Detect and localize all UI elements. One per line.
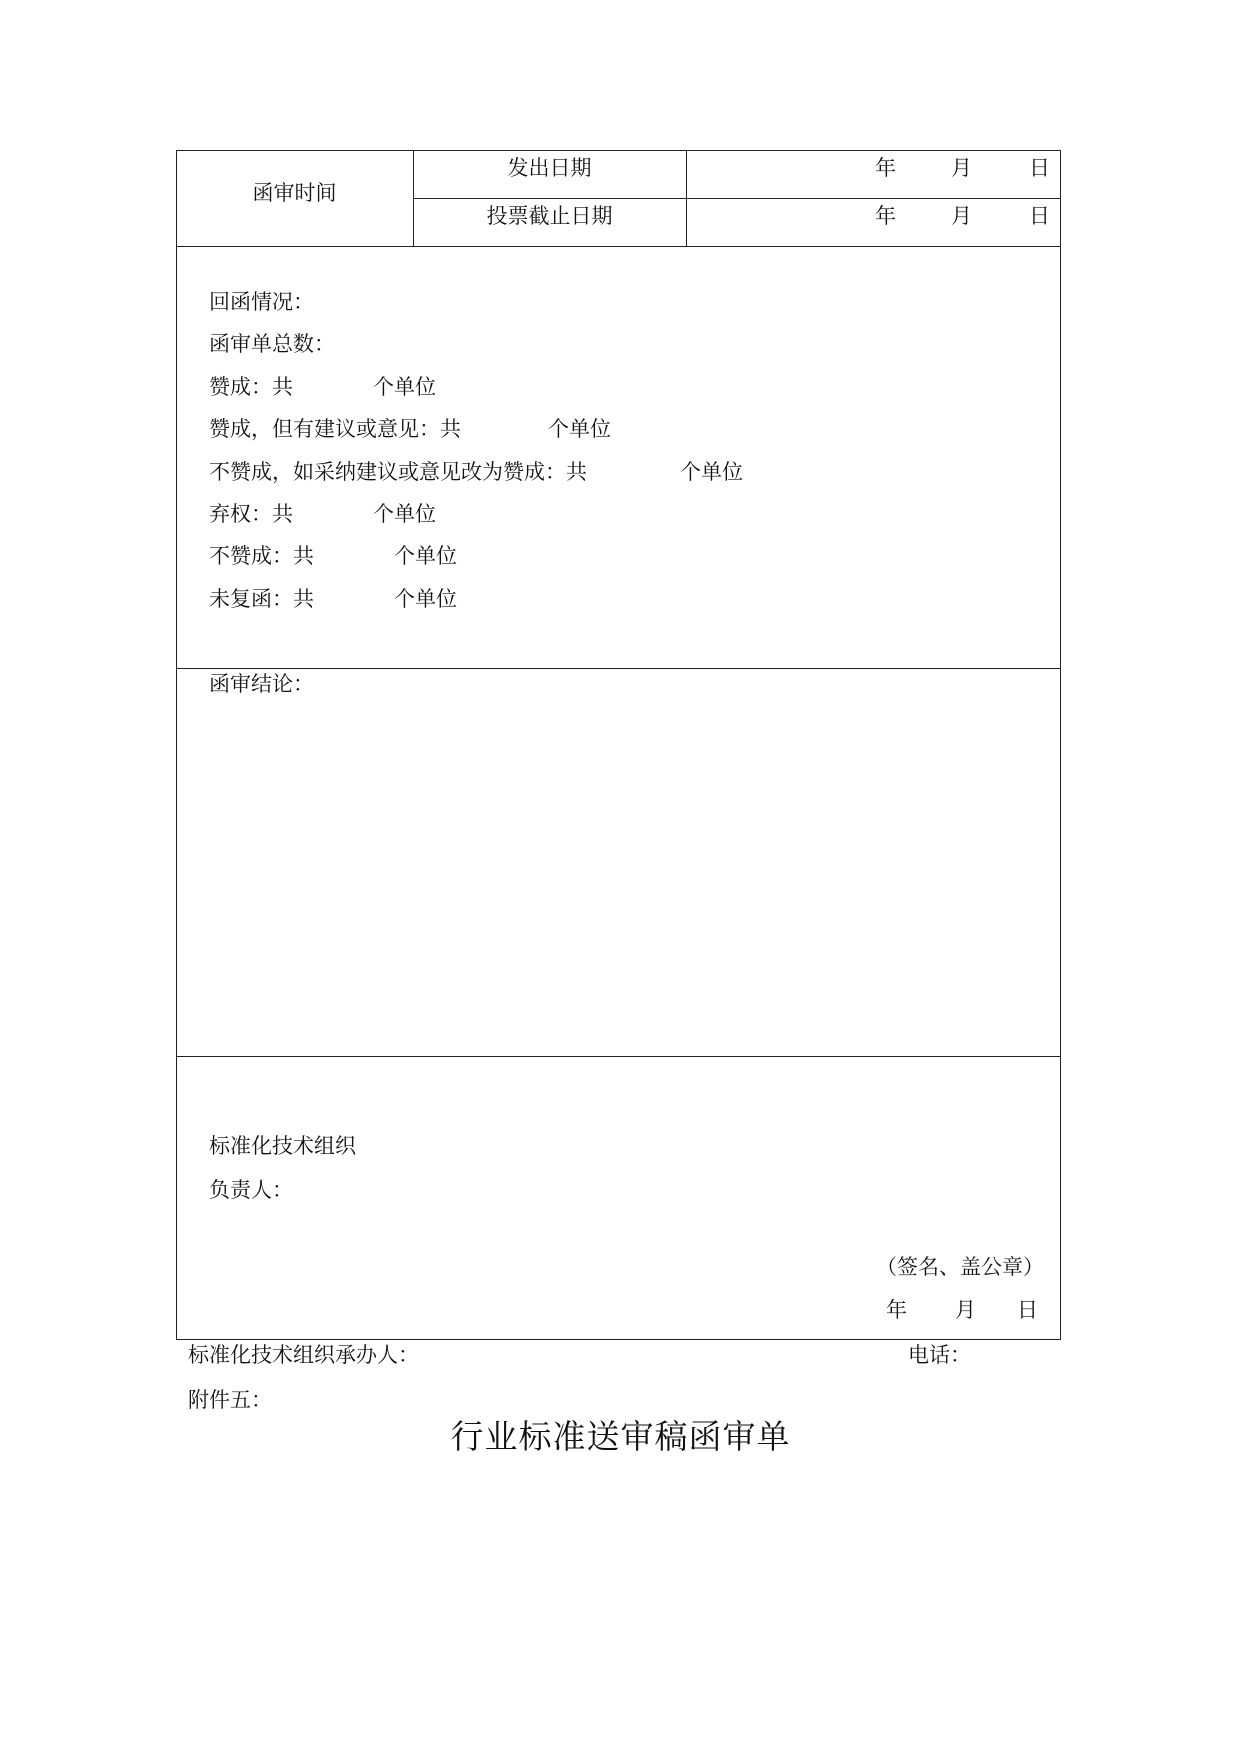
reply-row-abstain-unit: 个单位 bbox=[373, 502, 436, 526]
reply-heading: 回函情况： bbox=[209, 290, 314, 314]
sign-note: （签名、盖公章） bbox=[876, 1255, 1044, 1279]
reply-row-conditional-label: 不赞成，如采纳建议或意见改为赞成：共 bbox=[209, 460, 587, 484]
review-time-label: 函审时间 bbox=[252, 181, 337, 205]
leader-label: 负责人： bbox=[209, 1178, 293, 1202]
reply-row-approve-with-comments-unit: 个单位 bbox=[548, 417, 611, 441]
review-form-table bbox=[176, 150, 1061, 1340]
header-bottom-line bbox=[176, 246, 1061, 247]
conclusion-heading: 函审结论： bbox=[209, 672, 314, 696]
handler-label: 标准化技术组织承办人： bbox=[188, 1343, 419, 1367]
issue-date-day: 日 bbox=[1029, 156, 1050, 180]
org-label: 标准化技术组织 bbox=[209, 1134, 356, 1158]
signature-year: 年 bbox=[886, 1298, 907, 1322]
reply-row-no-reply-unit: 个单位 bbox=[394, 587, 457, 611]
signature-month: 月 bbox=[955, 1298, 976, 1322]
reply-row-abstain-label: 弃权：共 bbox=[209, 502, 293, 526]
reply-row-approve-with-comments-label: 赞成，但有建议或意见：共 bbox=[209, 417, 461, 441]
conclusion-section-bottom-line bbox=[176, 1056, 1061, 1057]
reply-row-approve-label: 赞成：共 bbox=[209, 375, 293, 399]
phone-label: 电话： bbox=[908, 1343, 971, 1367]
deadline-day: 日 bbox=[1029, 204, 1050, 228]
reply-row-conditional-unit: 个单位 bbox=[680, 460, 743, 484]
reply-row-approve-unit: 个单位 bbox=[373, 375, 436, 399]
deadline-label: 投票截止日期 bbox=[486, 204, 613, 228]
header-middle-line bbox=[413, 198, 1061, 199]
reply-row-disapprove-label: 不赞成：共 bbox=[209, 544, 314, 568]
reply-row-no-reply-label: 未复函：共 bbox=[209, 587, 314, 611]
issue-date-label: 发出日期 bbox=[507, 156, 592, 180]
deadline-month: 月 bbox=[951, 204, 972, 228]
reply-row-disapprove-unit: 个单位 bbox=[394, 544, 457, 568]
signature-day: 日 bbox=[1017, 1298, 1038, 1322]
deadline-year: 年 bbox=[875, 204, 896, 228]
page-title: 行业标准送审稿函审单 bbox=[450, 1417, 791, 1456]
attachment-label: 附件五： bbox=[188, 1388, 272, 1412]
reply-section-bottom-line bbox=[176, 668, 1061, 669]
issue-date-month: 月 bbox=[951, 156, 972, 180]
issue-date-year: 年 bbox=[875, 156, 896, 180]
reply-total-label: 函审单总数： bbox=[209, 332, 335, 356]
